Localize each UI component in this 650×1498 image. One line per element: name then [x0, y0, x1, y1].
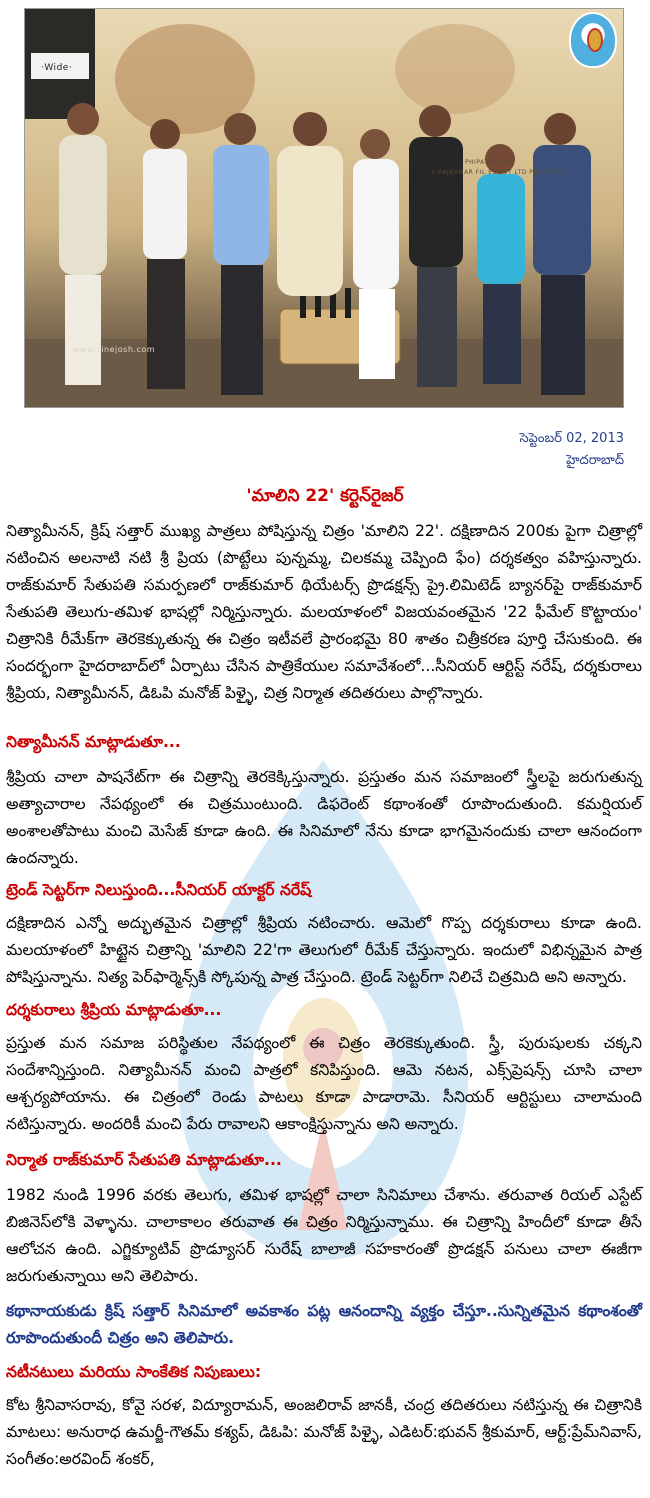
naresh-paragraph: దక్షిణాదిన ఎన్నో అద్భుతమైన చిత్రాల్లో శ్రీప్రియ నటించారు. ఆమెలో గొప్ప దర్శకురాలు కూడా ఉంది. మలయాళంలో హిట్టైన చిత్రాన్ని 'మాలిని 22'గా తెలుగులో రీమేక్ చేస్తున్నారు. ఇందులో విభిన్నమైన పాత్ర పోషిస్తున్నాను. నిత్య పెర్‌ఫార్మెన్స్‌కి స్కోపున్న పాత్ర చేస్తుంది. ట్రెండ్ సెట్టర్‌గా నిలిచే చిత్రమిది అని అన్నారు.: [6, 914, 642, 986]
sripriya-paragraph: ప్రస్తుత మన సమాజ పరిస్థితుల నేపథ్యంలో ఈ చిత్రం తెరకెక్కుతుంది. స్త్రీ, పురుషులకు చక్కని సందేశాన్నిస్తుంది. నిత్యామీనన్ మంచి పాత్రలో కనిపిస్తుంది. ఆమె నటన, ఎక్స్‌ప్రెషన్స్ చూసి చాలా ఆశ్చర్యపోయాను. ఈ చిత్రంలో రెండు పాటలు కూడా పాడారామె. సీనియర్ ఆర్టిస్టులు చాలామంది నటిస్తున్నారు. అందరికీ మంచి పేరు రావాలని ఆకాంక్షిస్తున్నాను అని అన్నారు.: [6, 1034, 642, 1133]
photo-credit: www.cinejosh.com: [73, 345, 156, 354]
subhead-cast-crew: నటీనటులు మరియు సాంకేతిక నిపుణులు:: [6, 1363, 262, 1381]
backdrop-line2: + RAJKUMAR FIL ES PVT LTD PRESENTS: [430, 169, 565, 176]
nithya-paragraph: శ్రీప్రియ చాలా పాషనేట్‌గా ఈ చిత్రాన్ని తెరకెక్కిస్తున్నారు. ప్రస్తుతం మన సమాజంలో స్త్రీలపై జరుగుతున్న అత్యాచారాల నేపథ్యంలో ఈ చిత్రముంటుంది. డిఫరెంట్ కథాంశంతో రూపొందుతుంది. కమర్షియల్ అంశాలతోపాటు మంచి మెసేజ్ కూడా ఉంది. ఈ సినిమాలో నేను కూడా భాగమైనందుకు చాలా ఆనందంగా ఉందన్నారు.: [6, 768, 643, 867]
article-title: 'మాలిని 22' కర్టెన్‌రైజర్: [246, 486, 404, 506]
publish-place: హైదరాబాద్: [566, 453, 624, 468]
cast-crew-paragraph: కోట శ్రీనివాసరావు, కోవై సరళ, విద్యూరామన్, అంజలిరావ్ జానకీ, చంద్ర తదితరులు నటిస్తున్న ఈ చిత్రానికి మాటలు: అనురాధ ఉమర్జీ-గౌతమ్ కశ్యప్, డిఓపి: మనోజ్ పిళ్ళై, ఎడిటర్:భువన్ శ్రీకుమార్, ఆర్ట్:ప్రేమ్‌నివాస్, సంగీతం:అరవింద్ శంకర్,: [6, 1396, 642, 1468]
intro-paragraph: నిత్యామీనన్, క్రిష్ సత్తార్ ముఖ్య పాత్రలు పోషిస్తున్న చిత్రం 'మాలిని 22'. దక్షిణాదిన 200కు పైగా చిత్రాల్లో నటించిన అలనాటి నటి శ్రీ ప్రియ (పొట్టేలు పున్నమ్మ, చిలకమ్మ చెప్పింది ఫేం) దర్శకత్వం వహిస్తున్నారు. రాజ్‌కుమార్ సేతుపతి సమర్పణలో రాజ్‌కుమార్ థియేటర్స్ ప్రొడక్షన్స్ ప్రై.లిమిటెడ్ బ్యానర్‌పై రాజ్‌కుమార్ సేతుపతి తెలుగు-తమిళ భాషల్లో నిర్మిస్తున్నారు. మలయాళంలో విజయవంతమైన '22 ఫీమేల్ కొట్టాయం' చిత్రానికి రీమేక్‌గా తెరకెక్కుతున్న ఈ చిత్రం ఇటీవలే ప్రారంభమై 80 శాతం చిత్రీకరణ పూర్తి చేసుకుంది. ఈ సందర్భంగా హైదరాబాద్‌లో ఏర్పాటు చేసిన పాత్రికేయుల సమావేశంలో...సీనియర్ ఆర్టిస్ట్ నరేష్, దర్శకురాలు శ్రీప్రియ, నిత్యామీనన్, డిఓపి మనోజ్ పిళ్ళై, చిత్ర నిర్మాత తదితరులు పాల్గొన్నారు.: [6, 522, 642, 702]
wide-logo-text: ·Wide·: [41, 63, 73, 73]
backdrop-line1: PHIPATHY ENT: [465, 159, 514, 166]
subhead-nithya: నిత్యామీనన్ మాట్లాడుతూ...: [6, 733, 181, 751]
press-meet-photo: [24, 8, 624, 408]
publish-date: సెప్టెంబర్ 02, 2013: [519, 431, 624, 446]
subhead-sripriya: దర్శకురాలు శ్రీప్రియ మాట్లాడుతూ...: [6, 1001, 222, 1019]
site-logo-icon[interactable]: [571, 14, 615, 66]
dateline: [520, 428, 624, 472]
backdrop-art-right: [395, 24, 515, 114]
hero-paragraph: కథానాయకుడు క్రిష్ సత్తార్ సినిమాలో అవకాశం పట్ల ఆనందాన్ని వ్యక్తం చేస్తూ..సున్నితమైన కథాంశంతో రూపొందుతుందీ చిత్రం అని తెలిపారు.: [6, 1302, 642, 1347]
subhead-naresh: ట్రెండ్ సెట్టర్‌గా నిలుస్తుంది...సీనియర్ యాక్టర్ నరేష్: [6, 881, 312, 899]
subhead-producer: నిర్మాత రాజ్‌కుమార్ సేతుపతి మాట్లాడుతూ...: [6, 1151, 282, 1169]
producer-paragraph: 1982 నుండి 1996 వరకు తెలుగు, తమిళ భాషల్లో చాలా సినిమాలు చేశాను. తరువాత రియల్ ఎస్టేట్ బిజినెస్‌లోకి వెళ్ళాను. చాలాకాలం తరువాత ఈ చిత్రం నిర్మిస్తున్నాము. ఈ చిత్రాన్ని హిందీలో కూడా తీసే ఆలోచన ఉంది. ఎగ్జిక్యూటివ్ ప్రొడ్యూసర్ సురేష్ బాలాజీ సహకారంతో ప్రొడక్షన్ పనులు చాలా ఈజీగా జరుగుతున్నాయి అని తెలిపారు.: [6, 1186, 642, 1285]
